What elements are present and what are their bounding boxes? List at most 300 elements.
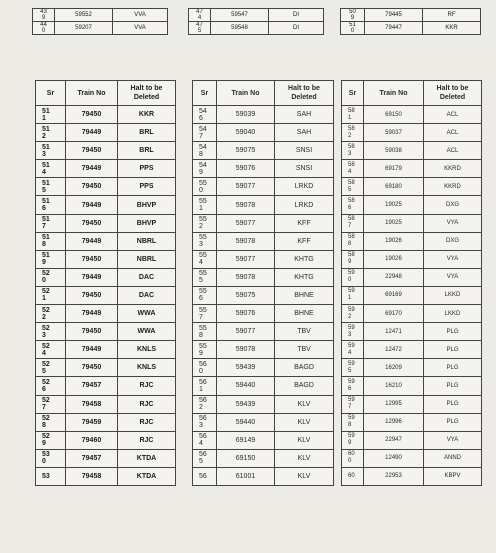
sr-cell [193, 250, 217, 268]
table-row [36, 268, 176, 286]
table-row [193, 250, 334, 268]
sr-part: 3 [348, 150, 352, 157]
halt-cell: KKRD [424, 178, 482, 196]
halt-cell: DXG [424, 196, 482, 214]
sr-cell [193, 341, 217, 359]
sr-part: 0 [199, 367, 203, 375]
table-row [342, 106, 482, 124]
sr-part: 2 [42, 132, 46, 140]
sr-part: 52 [42, 288, 50, 296]
sr-part: 8 [199, 150, 203, 158]
train-no-cell: 59075 [217, 286, 275, 304]
sr-part: 52 [42, 378, 50, 386]
train-no-cell: 69169 [364, 286, 424, 304]
sr-part: 0 [42, 277, 46, 285]
table-row [36, 286, 176, 304]
header-row [342, 81, 482, 106]
sr-part: 59 [348, 288, 355, 295]
table-row [193, 359, 334, 377]
sr-part: 6 [199, 114, 203, 122]
sr-part: 9 [42, 259, 46, 267]
table-row [193, 377, 334, 395]
train-no-cell: 59040 [217, 124, 275, 142]
sr-part: 56 [199, 451, 207, 459]
sr-cell [36, 232, 66, 250]
train-no-cell: 79449 [66, 160, 118, 178]
sr-cell [342, 178, 364, 196]
halt-table-1-body [36, 106, 176, 486]
sr-part: 58 [348, 143, 355, 150]
halt-cell: RJC [118, 377, 176, 395]
sr-part: 59 [348, 433, 355, 440]
sr-part: 47 [196, 9, 203, 15]
train-no-cell: 59076 [217, 160, 275, 178]
sr-cell [342, 413, 364, 431]
table-row [193, 196, 334, 214]
train-no-cell: 59077 [217, 178, 275, 196]
table-row [36, 395, 176, 413]
sr-part: 52 [42, 360, 50, 368]
halt-cell: BRL [118, 124, 176, 142]
sr-part: 7 [42, 404, 46, 412]
sr-part: 58 [348, 161, 355, 168]
sr-part: 4 [199, 259, 203, 267]
train-no-cell: 19026 [364, 232, 424, 250]
table-row [342, 250, 482, 268]
train-no-cell: 12490 [364, 449, 424, 467]
sr-cell [342, 377, 364, 395]
train-no-cell: 19025 [364, 196, 424, 214]
sr-part: 51 [42, 143, 50, 151]
header-row [36, 81, 176, 106]
halt-cell: NBRL [118, 250, 176, 268]
sr-part: 3 [199, 422, 203, 430]
train-no-cell: 22953 [364, 467, 424, 485]
halt-cell: RJC [118, 413, 176, 431]
sr-part: 0 [348, 277, 352, 284]
table-row [193, 323, 334, 341]
top-table-1 [32, 8, 168, 35]
halt-cell: PPS [118, 160, 176, 178]
table-row [342, 124, 482, 142]
table-row [342, 395, 482, 413]
sr-cell [36, 323, 66, 341]
halt-cell: SNSI [275, 160, 334, 178]
train-no-cell: 79450 [66, 106, 118, 124]
halt-cell: BAGD [275, 377, 334, 395]
halt-cell: DAC [118, 268, 176, 286]
header-halt: Halt to be Deleted [118, 81, 176, 106]
sr-part: 55 [199, 198, 207, 206]
sr-part: 56 [199, 472, 207, 480]
halt-cell: ACL [424, 124, 482, 142]
halt-cell: PLG [424, 341, 482, 359]
sr-part: 50 [349, 9, 356, 15]
sr-cell [193, 268, 217, 286]
sr-part: 8 [348, 241, 352, 248]
sr-cell [193, 377, 217, 395]
top-table-3-body [341, 9, 481, 35]
sr-part: 54 [199, 125, 207, 133]
train-no-cell: 59037 [364, 124, 424, 142]
halt-cell: VVA [113, 22, 168, 35]
train-no-cell: 79450 [66, 323, 118, 341]
sr-cell [193, 106, 217, 124]
halt-cell: SAH [275, 106, 334, 124]
train-no-cell: 69179 [364, 160, 424, 178]
halt-cell: ACL [424, 106, 482, 124]
train-no-cell: 22948 [364, 268, 424, 286]
table-row [342, 449, 482, 467]
halt-cell: PLG [424, 377, 482, 395]
table-row [342, 268, 482, 286]
halt-cell: KLV [275, 431, 334, 449]
train-no-cell: 19026 [364, 250, 424, 268]
train-no-cell: 79449 [66, 232, 118, 250]
sr-part: 56 [199, 378, 207, 386]
halt-cell: DXG [424, 232, 482, 250]
train-no-cell: 59439 [217, 359, 275, 377]
train-no-cell: 79460 [66, 431, 118, 449]
train-no-cell: 59077 [217, 214, 275, 232]
sr-part: 58 [348, 234, 355, 241]
sr-part: 9 [350, 15, 355, 21]
sr-part: 9 [199, 349, 203, 357]
sr-part: 52 [42, 270, 50, 278]
table-row [193, 341, 334, 359]
header-row [193, 81, 334, 106]
sr-cell [36, 431, 66, 449]
sr-cell [193, 359, 217, 377]
train-no-cell: 69180 [364, 178, 424, 196]
train-no-cell: 69150 [364, 106, 424, 124]
halt-cell: KLV [275, 413, 334, 431]
sr-cell [193, 124, 217, 142]
table-row [342, 160, 482, 178]
halt-cell: LKKD [424, 286, 482, 304]
sr-part: 7 [348, 223, 352, 230]
table-row [36, 250, 176, 268]
sr-part: 4 [197, 15, 202, 21]
header-halt: Halt to be Deleted [275, 81, 334, 106]
table-row [189, 22, 324, 35]
sr-part: 55 [199, 324, 207, 332]
train-no-cell: 59077 [217, 250, 275, 268]
sr-cell [193, 286, 217, 304]
table-row [193, 395, 334, 413]
sr-part: 58 [348, 179, 355, 186]
sr-cell [342, 124, 364, 142]
sr-part: 54 [199, 143, 207, 151]
halt-cell: VYA [424, 431, 482, 449]
halt-table-1 [35, 80, 176, 486]
top-table-2 [188, 8, 324, 35]
sr-part: 51 [42, 179, 50, 187]
sr-part: 59 [348, 270, 355, 277]
table-row [193, 124, 334, 142]
halt-cell: KKR [423, 22, 481, 35]
sr-part: 3 [42, 331, 46, 339]
train-no-cell: 79458 [66, 395, 118, 413]
train-no-cell: 59077 [217, 323, 275, 341]
table-row [342, 214, 482, 232]
halt-cell: KTDA [118, 467, 176, 485]
sr-part: 7 [199, 313, 203, 321]
table-row [36, 178, 176, 196]
sr-part: 59 [348, 324, 355, 331]
sr-part: 9 [42, 440, 46, 448]
sr-part: 7 [199, 132, 203, 140]
sr-part: 1 [199, 205, 203, 213]
sr-cell [36, 413, 66, 431]
halt-cell: LRKD [275, 196, 334, 214]
halt-cell: DI [269, 22, 324, 35]
sr-part: 2 [42, 313, 46, 321]
halt-cell: DAC [118, 286, 176, 304]
sr-cell [33, 9, 55, 22]
sr-part: 8 [42, 422, 46, 430]
sr-part: 58 [348, 107, 355, 114]
top-table-1-body [33, 9, 168, 35]
halt-cell: KBPV [424, 467, 482, 485]
halt-cell: PLG [424, 395, 482, 413]
table-row [36, 323, 176, 341]
train-no-cell: 79459 [66, 413, 118, 431]
halt-cell: KLV [275, 449, 334, 467]
table-row [193, 449, 334, 467]
sr-part: 7 [348, 404, 352, 411]
sr-cell [36, 449, 66, 467]
train-no-cell: 79445 [365, 9, 423, 22]
halt-cell: KKR [118, 106, 176, 124]
sr-cell [342, 268, 364, 286]
train-no-cell: 59078 [217, 341, 275, 359]
table-row [36, 196, 176, 214]
train-no-cell: 12471 [364, 323, 424, 341]
halt-cell: NBRL [118, 232, 176, 250]
halt-cell: VYA [424, 268, 482, 286]
table-row [193, 413, 334, 431]
sr-cell [342, 250, 364, 268]
sr-part: 55 [199, 270, 207, 278]
table-row [189, 9, 324, 22]
train-no-cell: 59076 [217, 305, 275, 323]
table-row [342, 323, 482, 341]
table-row [193, 142, 334, 160]
sr-part: 5 [42, 186, 46, 194]
sr-cell [193, 431, 217, 449]
sr-part: 60 [348, 451, 355, 458]
sr-part: 59 [348, 342, 355, 349]
sr-cell [342, 305, 364, 323]
halt-cell: KTDA [118, 449, 176, 467]
sr-cell [193, 196, 217, 214]
sr-part: 55 [199, 252, 207, 260]
train-no-cell: 79450 [66, 178, 118, 196]
sr-cell [341, 22, 365, 35]
sr-part: 51 [42, 234, 50, 242]
halt-cell: TBV [275, 341, 334, 359]
sr-part: 3 [199, 241, 203, 249]
sr-cell [342, 449, 364, 467]
table-row [36, 359, 176, 377]
sr-part: 51 [42, 198, 50, 206]
sr-part: 55 [199, 342, 207, 350]
sr-part: 54 [199, 107, 207, 115]
table-row [36, 124, 176, 142]
sr-part: 51 [42, 161, 50, 169]
halt-cell: ANND [424, 449, 482, 467]
sr-cell [342, 395, 364, 413]
sr-cell [36, 467, 66, 485]
sr-part: 5 [348, 186, 352, 193]
sr-part: 59 [348, 360, 355, 367]
halt-cell: KLV [275, 395, 334, 413]
train-no-cell: 59039 [217, 106, 275, 124]
train-no-cell: 79449 [66, 124, 118, 142]
halt-cell: KFF [275, 232, 334, 250]
halt-cell: KFF [275, 214, 334, 232]
train-no-cell: 16209 [364, 359, 424, 377]
sr-part: 2 [199, 404, 203, 412]
sr-part: 3 [42, 150, 46, 158]
train-no-cell: 69170 [364, 305, 424, 323]
sr-cell [36, 142, 66, 160]
table-row [36, 467, 176, 485]
sr-cell [36, 286, 66, 304]
table-row [342, 377, 482, 395]
table-row [342, 305, 482, 323]
train-no-cell: 79457 [66, 449, 118, 467]
table-row [36, 142, 176, 160]
sr-part: 52 [42, 306, 50, 314]
sr-part: 2 [348, 313, 352, 320]
sr-cell [342, 142, 364, 160]
train-no-cell: 59078 [217, 232, 275, 250]
table-row [193, 305, 334, 323]
header-sr: Sr [193, 81, 217, 106]
header-sr: Sr [342, 81, 364, 106]
sr-part: 5 [42, 367, 46, 375]
sr-part: 59 [348, 306, 355, 313]
table-row [36, 106, 176, 124]
sr-part: 56 [199, 415, 207, 423]
sr-part: 59 [348, 415, 355, 422]
sr-part: 8 [348, 422, 352, 429]
sr-part: 6 [42, 205, 46, 213]
halt-cell: DI [269, 9, 324, 22]
sr-cell [36, 268, 66, 286]
halt-cell: KLV [275, 467, 334, 485]
halt-cell: WWA [118, 305, 176, 323]
train-no-cell: 59075 [217, 142, 275, 160]
sr-part: 4 [348, 168, 352, 175]
train-no-cell: 79450 [66, 214, 118, 232]
table-row [342, 232, 482, 250]
halt-cell: PPS [118, 178, 176, 196]
train-no-cell: 59439 [217, 395, 275, 413]
sr-part: 51 [42, 125, 50, 133]
sr-part: 9 [199, 168, 203, 176]
halt-cell: ACL [424, 142, 482, 160]
table-row [193, 106, 334, 124]
sr-part: 53 [42, 451, 50, 459]
sr-cell [36, 341, 66, 359]
train-no-cell: 79449 [66, 305, 118, 323]
train-no-cell: 12472 [364, 341, 424, 359]
halt-cell: KHTG [275, 268, 334, 286]
sr-cell [193, 395, 217, 413]
train-no-cell: 69150 [217, 449, 275, 467]
halt-cell: BHVP [118, 196, 176, 214]
table-row [36, 413, 176, 431]
sr-cell [36, 160, 66, 178]
sr-part: 44 [40, 22, 47, 28]
sr-part: 8 [42, 241, 46, 249]
sr-part: 0 [350, 28, 355, 34]
halt-cell: KHTG [275, 250, 334, 268]
sr-part: 43 [40, 9, 47, 15]
sr-part: 1 [199, 385, 203, 393]
sr-part: 4 [42, 168, 46, 176]
table-row [33, 9, 168, 22]
train-no-cell: 79450 [66, 250, 118, 268]
sr-part: 7 [42, 223, 46, 231]
sr-part: 1 [42, 295, 46, 303]
train-no-cell: 59038 [364, 142, 424, 160]
table-row [342, 431, 482, 449]
table-row [193, 232, 334, 250]
sr-part: 51 [42, 107, 50, 115]
table-row [193, 160, 334, 178]
halt-cell: PLG [424, 359, 482, 377]
train-no-cell: 59078 [217, 196, 275, 214]
sr-part: 55 [199, 306, 207, 314]
train-no-cell: 79447 [365, 22, 423, 35]
train-no-cell: 16210 [364, 377, 424, 395]
sr-part: 58 [348, 216, 355, 223]
sr-part: 8 [199, 331, 203, 339]
sr-cell [33, 22, 55, 35]
table-row [342, 196, 482, 214]
halt-cell: VVA [113, 9, 168, 22]
train-no-cell: 79457 [66, 377, 118, 395]
sr-cell [193, 449, 217, 467]
sr-cell [342, 323, 364, 341]
table-row [193, 214, 334, 232]
halt-cell: LKKD [424, 305, 482, 323]
sr-cell [36, 377, 66, 395]
sr-cell [36, 178, 66, 196]
sr-part: 6 [348, 205, 352, 212]
halt-table-3 [341, 80, 482, 486]
sr-cell [193, 305, 217, 323]
sr-cell [342, 431, 364, 449]
sr-part: 1 [42, 114, 46, 122]
table-row [36, 305, 176, 323]
sr-cell [342, 286, 364, 304]
table-row [193, 467, 334, 485]
sr-part: 60 [348, 472, 355, 479]
sr-cell [342, 341, 364, 359]
train-no-cell: 79449 [66, 196, 118, 214]
train-no-cell: 59440 [217, 413, 275, 431]
sr-cell [36, 196, 66, 214]
header-train-no: Train No [217, 81, 275, 106]
sr-part: 55 [199, 216, 207, 224]
sr-part: 58 [348, 252, 355, 259]
sr-part: 58 [348, 198, 355, 205]
